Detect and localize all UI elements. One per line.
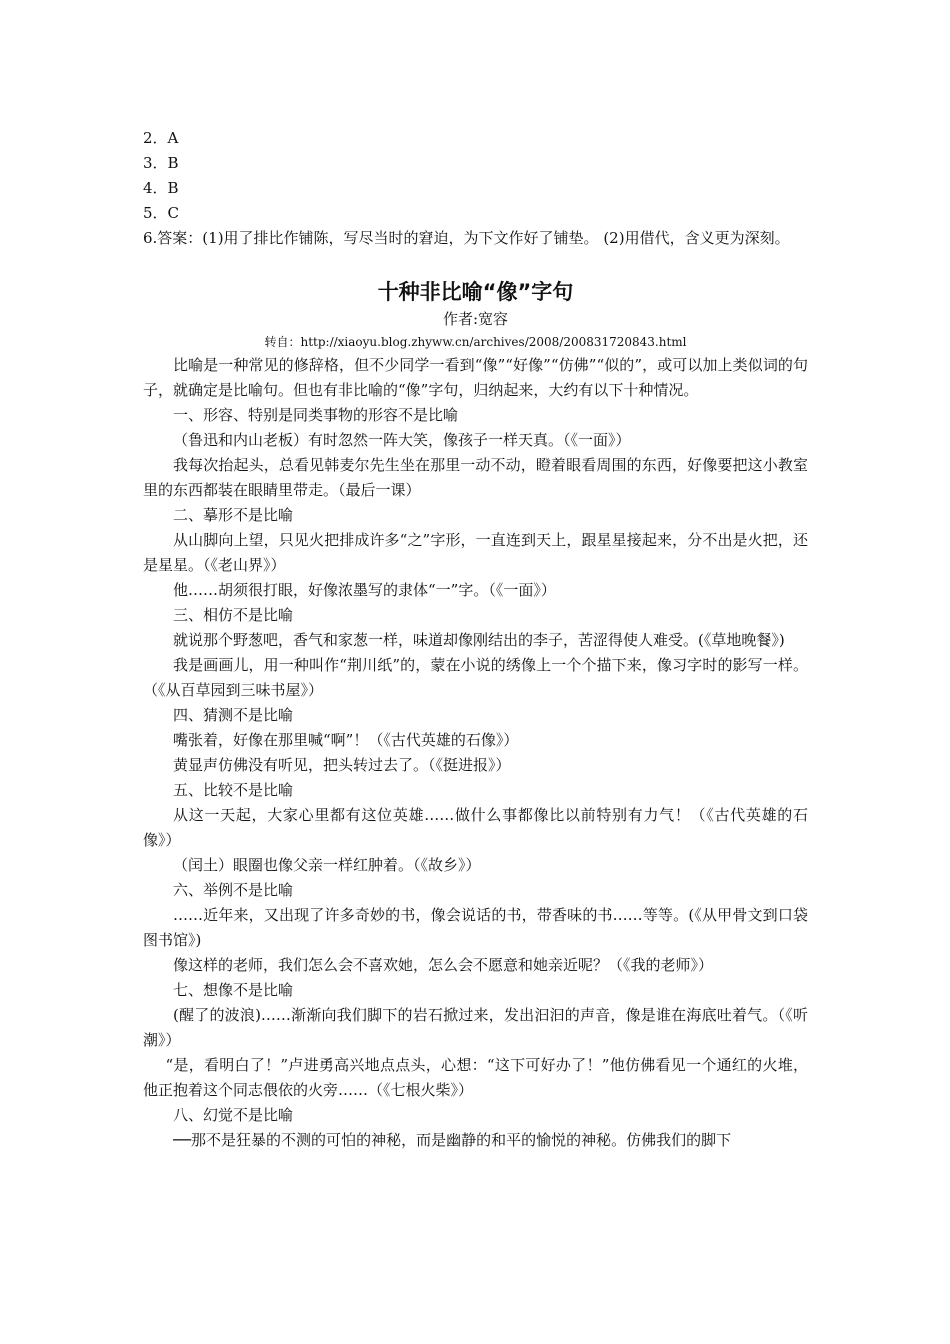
page-content bbox=[143, 126, 808, 1153]
example: 黄显声仿佛没有听见，把头转过去了。（《挺进报》） bbox=[173, 756, 511, 774]
article-title: 十种非比喻“像”字句 bbox=[377, 280, 574, 304]
answer-2: 2．A bbox=[143, 129, 179, 147]
example: （闰土）眼圈也像父亲一样红肿着。（《故乡》） bbox=[173, 856, 481, 874]
paragraph: 比喻是一种常见的修辞格，但不少同学一看到“像”“好像”“仿佛”“似的”，或可以加上类似词的句子，就确定是比喻句。但也有非比喻的“像”字句，归纳起来，大约有以下十种情况。 bbox=[143, 356, 808, 399]
section-heading: 五、比较不是比喻 bbox=[173, 781, 294, 799]
example: 像这样的老师，我们怎么会不喜欢她，怎么会不愿意和她亲近呢？（《我的老师》） bbox=[173, 956, 714, 974]
section-heading: 七、想像不是比喻 bbox=[173, 981, 294, 999]
example: “是，看明白了！”卢进勇高兴地点点头，心想：“这下可好办了！”他仿佛看见一个通红的火堆，他正抱着这个同志偎依的火旁……（《七根火柴》） bbox=[143, 1056, 808, 1099]
example: 嘴张着，好像在那里喊“啊”！（《古代英雄的石像》） bbox=[173, 731, 519, 749]
example: 从山脚向上望，只见火把排成许多“之”字形，一直连到天上，跟星星接起来，分不出是火把，还是星星。（《老山界》） bbox=[143, 531, 808, 574]
example: (醒了的波浪)……渐渐向我们脚下的岩石掀过来，发出汩汩的声音，像是谁在海底吐着气。（《听潮》） bbox=[143, 1006, 808, 1049]
answer-6: 6.答案：(1)用了排比作铺陈，写尽当时的窘迫，为下文作好了铺垫。 (2)用借代，含义更为深刻。 bbox=[143, 229, 790, 247]
example: 从这一天起，大家心里都有这位英雄……做什么事都像比以前特别有力气！（《古代英雄的石像》） bbox=[143, 806, 808, 849]
example: 我是画画儿，用一种叫作“荆川纸”的，蒙在小说的绣像上一个个描下来，像习字时的影写一样。（《从百草园到三味书屋》） bbox=[143, 656, 808, 699]
section-heading: 八、幻觉不是比喻 bbox=[173, 1106, 294, 1124]
example: （鲁迅和内山老板）有时忽然一阵大笑，像孩子一样天真。（《一面》） bbox=[173, 431, 631, 449]
example: ……近年来，又出现了许多奇妙的书，像会说话的书，带香味的书……等等。(《从甲骨文到口袋图书馆》) bbox=[143, 906, 808, 949]
article-source: 转自：http://xiaoyu.blog.zhyww.cn/archives/2008/200831720843.html bbox=[264, 335, 687, 349]
section-heading: 六、举例不是比喻 bbox=[173, 881, 294, 899]
example: 就说那个野葱吧，香气和家葱一样，味道却像刚结出的李子，苦涩得使人难受。(《草地晚餐》) bbox=[173, 631, 785, 649]
example: ──那不是狂暴的不测的可怕的神秘，而是幽静的和平的愉悦的神秘。仿佛我们的脚下 bbox=[173, 1131, 732, 1149]
answer-5: 5．C bbox=[143, 204, 180, 222]
example: 我每次抬起头，总看见韩麦尔先生坐在那里一动不动，瞪着眼看周围的东西，好像要把这小教室里的东西都装在眼睛里带走。（最后一课） bbox=[143, 456, 808, 499]
section-heading: 二、摹形不是比喻 bbox=[173, 506, 294, 524]
section-heading: 四、猜测不是比喻 bbox=[173, 706, 294, 724]
article-author: 作者:宽容 bbox=[442, 310, 509, 328]
example: 他……胡须很打眼，好像浓墨写的隶体“一”字。（《一面》） bbox=[173, 581, 556, 599]
answer-4: 4．B bbox=[143, 179, 179, 197]
section-heading: 三、相仿不是比喻 bbox=[173, 606, 294, 624]
section-heading: 一、形容、特别是同类事物的形容不是比喻 bbox=[173, 406, 459, 424]
answer-3: 3．B bbox=[143, 154, 179, 172]
